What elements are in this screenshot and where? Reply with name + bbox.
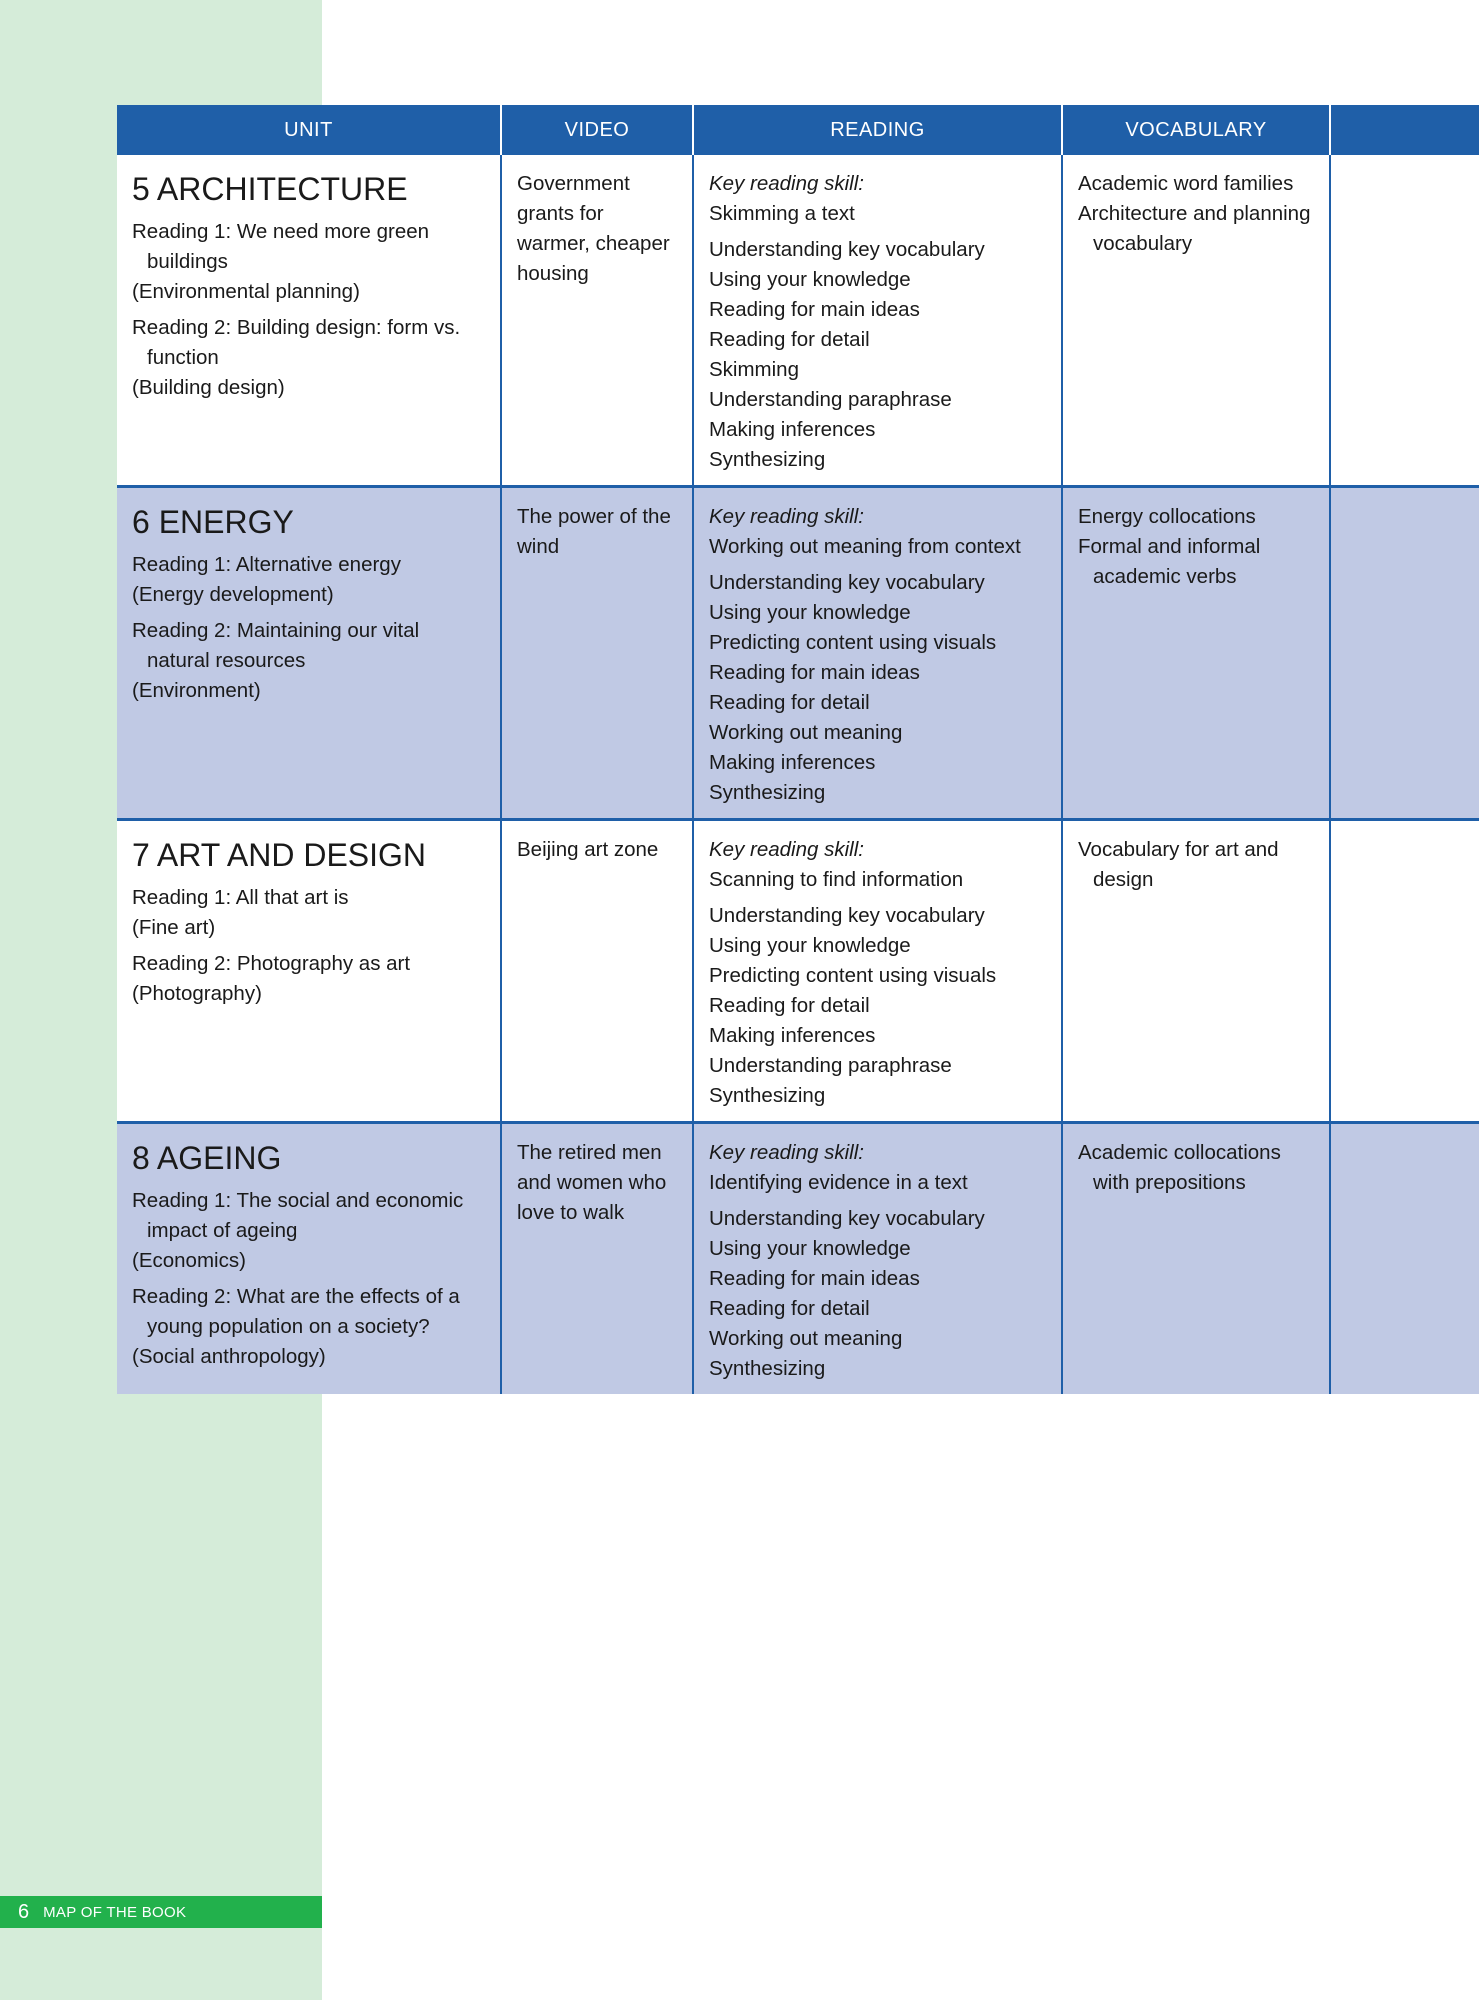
reading-topic: (Fine art) — [132, 916, 216, 939]
skill-item: Making inferences — [709, 1024, 876, 1047]
skill-item: Understanding paraphrase — [709, 388, 952, 411]
reading-topic: (Energy development) — [132, 583, 334, 606]
table-row — [117, 155, 1479, 487]
skill-item: Reading for detail — [709, 994, 870, 1017]
vocabulary-item: Architecture and planning vocabulary — [1078, 202, 1311, 255]
vocabulary-item: Academic collocations with prepositions — [1078, 1141, 1281, 1194]
vocabulary-item: Academic word families — [1078, 172, 1294, 195]
unit-readings — [132, 550, 486, 706]
skill-item: Reading for main ideas — [709, 1267, 920, 1290]
video-cell — [501, 1123, 693, 1395]
reading-label: Reading 1: Alternative energy — [132, 553, 401, 576]
reading-cell — [693, 1123, 1062, 1395]
reading-label: Reading 2: Maintaining our vital natural resources — [132, 619, 420, 672]
header-video: VIDEO — [501, 105, 693, 155]
unit-readings — [132, 883, 486, 1009]
table-body — [117, 155, 1479, 1394]
reading-cell — [693, 487, 1062, 820]
reading-label: Reading 1: All that art is — [132, 886, 349, 909]
unit-cell — [117, 155, 501, 487]
reading-entry — [132, 313, 486, 403]
video-cell — [501, 820, 693, 1123]
header-unit: UNIT — [117, 105, 501, 155]
skill-item: Understanding paraphrase — [709, 1054, 952, 1077]
skill-item: Understanding key vocabulary — [709, 1207, 985, 1230]
header-extra — [1330, 105, 1479, 155]
reading-topic: (Social anthropology) — [132, 1345, 326, 1368]
reading-label: Reading 1: We need more green buildings — [132, 220, 430, 273]
unit-title: 8 AGEING — [132, 1140, 282, 1176]
reading-entry — [132, 217, 486, 307]
key-skill-label: Key reading skill: — [709, 172, 864, 195]
unit-cell — [117, 1123, 501, 1395]
skill-item: Reading for main ideas — [709, 661, 920, 684]
reading-label: Reading 2: Building design: form vs. function — [132, 316, 461, 369]
reading-cell — [693, 820, 1062, 1123]
skill-item: Understanding key vocabulary — [709, 238, 985, 261]
table-row — [117, 820, 1479, 1123]
skill-item: Synthesizing — [709, 1084, 826, 1107]
reading-entry — [132, 550, 486, 610]
skill-item: Working out meaning — [709, 1327, 903, 1350]
unit-title: 7 ART AND DESIGN — [132, 837, 427, 873]
reading-entry — [132, 616, 486, 706]
skill-item: Understanding key vocabulary — [709, 904, 985, 927]
skill-item: Reading for detail — [709, 328, 870, 351]
video-title: The power of the wind — [517, 505, 671, 558]
skill-item: Using your knowledge — [709, 934, 911, 957]
video-title: Government grants for warmer, cheaper housing — [517, 172, 670, 285]
reading-label: Reading 1: The social and economic impact of ageing — [132, 1189, 464, 1242]
skill-item: Making inferences — [709, 418, 876, 441]
video-cell — [501, 155, 693, 487]
header-vocabulary: VOCABULARY — [1062, 105, 1330, 155]
unit-title: 6 ENERGY — [132, 504, 294, 540]
extra-cell — [1330, 1123, 1479, 1395]
skill-item: Using your knowledge — [709, 268, 911, 291]
reading-label: Reading 2: Photography as art — [132, 952, 411, 975]
key-skill-label: Key reading skill: — [709, 838, 864, 861]
book-map-table — [117, 105, 1479, 1394]
vocabulary-item: Energy collocations — [1078, 505, 1256, 528]
reading-topic: (Economics) — [132, 1249, 246, 1272]
skill-item: Predicting content using visuals — [709, 964, 997, 987]
reading-topic: (Environmental planning) — [132, 280, 360, 303]
extra-cell — [1330, 155, 1479, 487]
skill-item: Making inferences — [709, 751, 876, 774]
video-title: The retired men and women who love to walk — [517, 1141, 667, 1224]
skill-item: Reading for main ideas — [709, 298, 920, 321]
vocabulary-list — [1078, 1138, 1315, 1198]
unit-title: 5 ARCHITECTURE — [132, 171, 408, 207]
reading-topic: (Environment) — [132, 679, 261, 702]
video-title: Beijing art zone — [517, 838, 659, 861]
skill-item: Reading for detail — [709, 691, 870, 714]
skill-item: Skimming — [709, 358, 799, 381]
key-skill: Identifying evidence in a text — [709, 1171, 968, 1194]
vocabulary-list — [1078, 169, 1315, 259]
unit-readings — [132, 217, 486, 403]
reading-topic: (Photography) — [132, 982, 262, 1005]
skill-item: Synthesizing — [709, 1357, 826, 1380]
skill-item: Working out meaning — [709, 721, 903, 744]
vocabulary-list — [1078, 502, 1315, 592]
reading-entry — [132, 1186, 486, 1276]
footer-bar — [0, 1896, 322, 1928]
vocabulary-cell — [1062, 487, 1330, 820]
unit-cell — [117, 487, 501, 820]
table-header — [117, 105, 1479, 155]
skill-item: Using your knowledge — [709, 601, 911, 624]
extra-cell — [1330, 820, 1479, 1123]
skill-item: Synthesizing — [709, 781, 826, 804]
skill-list — [709, 568, 1047, 808]
vocabulary-item: Vocabulary for art and design — [1078, 838, 1279, 891]
key-skill-label: Key reading skill: — [709, 505, 864, 528]
vocabulary-item: Formal and informal academic verbs — [1078, 535, 1261, 588]
skill-item: Synthesizing — [709, 448, 826, 471]
reading-entry — [132, 949, 486, 1009]
skill-list — [709, 901, 1047, 1111]
reading-label: Reading 2: What are the effects of a young population on a society? — [132, 1285, 460, 1338]
header-reading: READING — [693, 105, 1062, 155]
skill-list — [709, 235, 1047, 475]
key-skill: Working out meaning from context — [709, 535, 1021, 558]
skill-item: Predicting content using visuals — [709, 631, 997, 654]
skill-item: Understanding key vocabulary — [709, 571, 985, 594]
key-skill: Scanning to find information — [709, 868, 964, 891]
skill-item: Using your knowledge — [709, 1237, 911, 1260]
footer-label: MAP OF THE BOOK — [43, 1903, 187, 1921]
video-cell — [501, 487, 693, 820]
table-row — [117, 1123, 1479, 1395]
unit-cell — [117, 820, 501, 1123]
key-skill-label: Key reading skill: — [709, 1141, 864, 1164]
unit-readings — [132, 1186, 486, 1372]
key-skill: Skimming a text — [709, 202, 855, 225]
reading-entry — [132, 883, 486, 943]
table-row — [117, 487, 1479, 820]
reading-cell — [693, 155, 1062, 487]
vocabulary-list — [1078, 835, 1315, 895]
vocabulary-cell — [1062, 155, 1330, 487]
extra-cell — [1330, 487, 1479, 820]
skill-item: Reading for detail — [709, 1297, 870, 1320]
skill-list — [709, 1204, 1047, 1384]
vocabulary-cell — [1062, 820, 1330, 1123]
vocabulary-cell — [1062, 1123, 1330, 1395]
page-number: 6 — [18, 1900, 30, 1923]
reading-topic: (Building design) — [132, 376, 285, 399]
reading-entry — [132, 1282, 486, 1372]
